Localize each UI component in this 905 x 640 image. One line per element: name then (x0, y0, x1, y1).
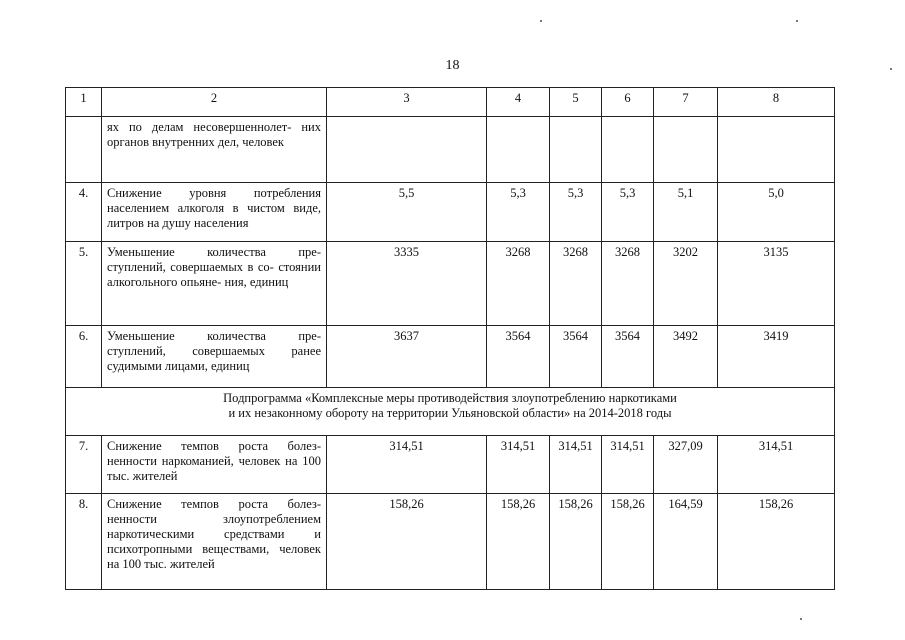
value-cell: 314,51 (602, 436, 654, 494)
table-row (66, 117, 835, 183)
table-row (66, 494, 835, 590)
value-cell: 314,51 (550, 436, 602, 494)
indicator-description: Снижение уровня потребления населением алкоголя в чистом виде, литров на душу населения (102, 183, 327, 242)
row-number: 8. (66, 494, 102, 590)
value-cell: 164,59 (654, 494, 718, 590)
value-cell (487, 117, 550, 183)
header-cell: 7 (654, 88, 718, 117)
header-cell: 1 (66, 88, 102, 117)
value-cell: 314,51 (487, 436, 550, 494)
value-cell: 3564 (602, 326, 654, 388)
header-cell: 5 (550, 88, 602, 117)
subprogram-row (66, 388, 835, 436)
value-cell: 158,26 (487, 494, 550, 590)
indicator-description: ях по делам несовершеннолет- них органов внутренних дел, человек (102, 117, 327, 183)
value-cell: 3492 (654, 326, 718, 388)
table-row (66, 326, 835, 388)
value-cell (718, 117, 835, 183)
table-row (66, 436, 835, 494)
subprogram-title-line: и их незаконному обороту на территории Ульяновской области» на 2014-2018 годы (228, 406, 672, 420)
value-cell: 158,26 (602, 494, 654, 590)
value-cell: 3268 (602, 242, 654, 326)
scan-speck (796, 20, 798, 22)
row-number: 4. (66, 183, 102, 242)
table-row (66, 242, 835, 326)
indicator-description: Снижение темпов роста болез- ненности наркоманией, человек на 100 тыс. жителей (102, 436, 327, 494)
table-header-row (66, 88, 835, 117)
header-cell: 8 (718, 88, 835, 117)
value-cell: 158,26 (327, 494, 487, 590)
value-cell: 3564 (550, 326, 602, 388)
value-cell: 3637 (327, 326, 487, 388)
row-number (66, 117, 102, 183)
value-cell: 5,3 (487, 183, 550, 242)
value-cell: 327,09 (654, 436, 718, 494)
indicator-description: Уменьшение количества пре- ступлений, совершаемых ранее судимыми лицами, единиц (102, 326, 327, 388)
value-cell: 3202 (654, 242, 718, 326)
value-cell: 3564 (487, 326, 550, 388)
header-cell: 6 (602, 88, 654, 117)
indicator-description: Уменьшение количества пре- ступлений, совершаемых в со- стоянии алкогольного опьяне- ния, единиц (102, 242, 327, 326)
value-cell: 5,0 (718, 183, 835, 242)
page-number: 18 (445, 58, 460, 73)
value-cell: 5,3 (602, 183, 654, 242)
header-cell: 4 (487, 88, 550, 117)
table-row (66, 183, 835, 242)
scan-speck (540, 20, 542, 22)
value-cell: 3268 (487, 242, 550, 326)
value-cell: 5,3 (550, 183, 602, 242)
scan-speck (800, 618, 802, 620)
subprogram-title (66, 388, 835, 436)
value-cell (654, 117, 718, 183)
row-number: 7. (66, 436, 102, 494)
scan-speck (890, 68, 892, 70)
value-cell: 3335 (327, 242, 487, 326)
subprogram-title-line: Подпрограмма «Комплексные меры противодействия злоупотреблению наркотиками (223, 391, 677, 405)
value-cell: 3135 (718, 242, 835, 326)
value-cell: 3268 (550, 242, 602, 326)
value-cell: 158,26 (550, 494, 602, 590)
value-cell: 314,51 (718, 436, 835, 494)
header-cell: 3 (327, 88, 487, 117)
value-cell (602, 117, 654, 183)
value-cell (550, 117, 602, 183)
value-cell: 5,1 (654, 183, 718, 242)
row-number: 6. (66, 326, 102, 388)
value-cell (327, 117, 487, 183)
value-cell: 5,5 (327, 183, 487, 242)
header-cell: 2 (102, 88, 327, 117)
row-number: 5. (66, 242, 102, 326)
value-cell: 158,26 (718, 494, 835, 590)
indicator-description: Снижение темпов роста болез- ненности злоупотреблением наркотическими средствами и психотропными веществами, человек на 100 тыс. жителей (102, 494, 327, 590)
value-cell: 3419 (718, 326, 835, 388)
value-cell: 314,51 (327, 436, 487, 494)
indicators-table (65, 87, 835, 590)
